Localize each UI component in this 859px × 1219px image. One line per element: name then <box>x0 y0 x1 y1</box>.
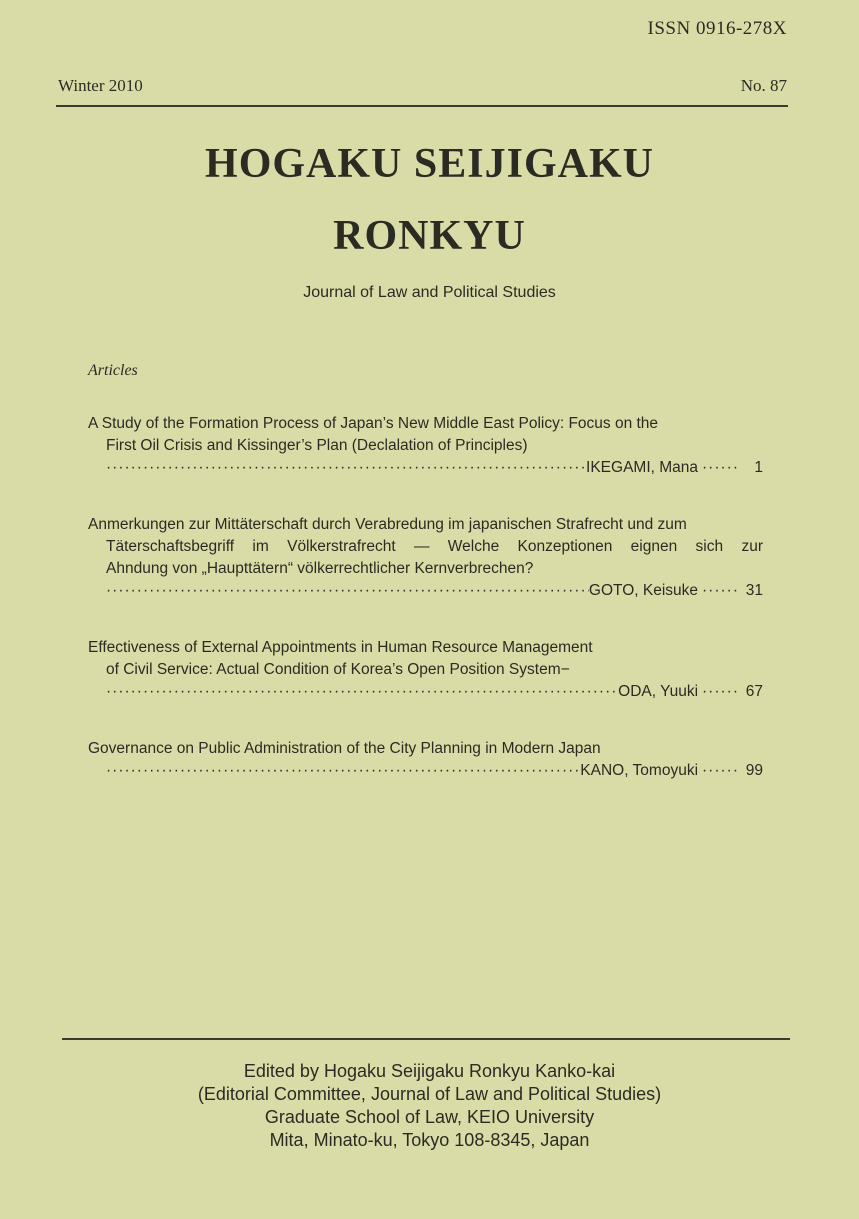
article-title-line: Effectiveness of External Appointments in Human Resource Management <box>88 639 593 656</box>
article-title-line: Ahndung von „Haupttätern“ völkerrechtlicher Kernverbrechen? <box>106 560 534 577</box>
dot-separator: ······ <box>702 582 739 599</box>
article-title-line: A Study of the Formation Process of Japan’s New Middle East Policy: Focus on the <box>88 415 659 432</box>
article-author-row <box>88 760 763 782</box>
article-page: 99 <box>745 762 763 779</box>
article-page: 1 <box>754 459 763 476</box>
dot-separator: ······ <box>702 459 739 476</box>
article-author-row <box>88 457 763 479</box>
dot-leader <box>106 457 586 479</box>
article-entry <box>88 514 763 602</box>
article-author-row <box>88 580 763 602</box>
dot-leader <box>106 681 618 703</box>
dot-leader <box>106 760 580 782</box>
article-entry <box>88 637 763 703</box>
issue-season: Winter 2010 <box>58 76 143 95</box>
journal-title-line2: RONKYU <box>333 213 526 259</box>
article-title-line: Täterschaftsbegriff im Völkerstrafrecht — Welche Konzeptionen eignen sich zur <box>106 538 763 555</box>
issue-number: No. 87 <box>740 76 787 95</box>
bottom-rule <box>62 1038 790 1040</box>
top-rule <box>56 105 788 107</box>
editor-line: Graduate School of Law, KEIO University <box>264 1107 595 1127</box>
journal-subtitle: Journal of Law and Political Studies <box>303 284 556 301</box>
editor-line: (Editorial Committee, Journal of Law and Political Studies) <box>197 1084 662 1104</box>
article-author-row <box>88 681 763 703</box>
article-page: 31 <box>745 582 763 599</box>
article-title-line: Anmerkungen zur Mittäterschaft durch Verabredung im japanischen Strafrecht und zum <box>88 516 687 533</box>
article-entry <box>88 413 763 479</box>
article-page: 67 <box>745 683 763 700</box>
article-title-line: First Oil Crisis and Kissinger’s Plan (Declalation of Principles) <box>106 437 528 454</box>
dot-separator: ······ <box>702 683 739 700</box>
article-title-line: of Civil Service: Actual Condition of Korea’s Open Position System− <box>106 661 570 678</box>
article-author: ODA, Yuuki <box>618 683 699 700</box>
dot-separator: ······ <box>702 762 739 779</box>
article-author: KANO, Tomoyuki <box>580 762 699 779</box>
article-author: IKEGAMI, Mana <box>586 459 699 476</box>
article-entry <box>88 738 763 782</box>
section-label-articles: Articles <box>88 362 138 379</box>
dot-leader <box>106 580 589 602</box>
issn-number: ISSN 0916-278X <box>647 18 787 39</box>
journal-title-line1: HOGAKU SEIJIGAKU <box>205 141 654 187</box>
article-author: GOTO, Keisuke <box>588 582 699 599</box>
editor-line: Mita, Minato-ku, Tokyo 108-8345, Japan <box>269 1130 590 1150</box>
article-title-line: Governance on Public Administration of the City Planning in Modern Japan <box>88 740 601 757</box>
editor-block <box>0 1060 859 1152</box>
editor-line: Edited by Hogaku Seijigaku Ronkyu Kanko-kai <box>243 1061 616 1081</box>
